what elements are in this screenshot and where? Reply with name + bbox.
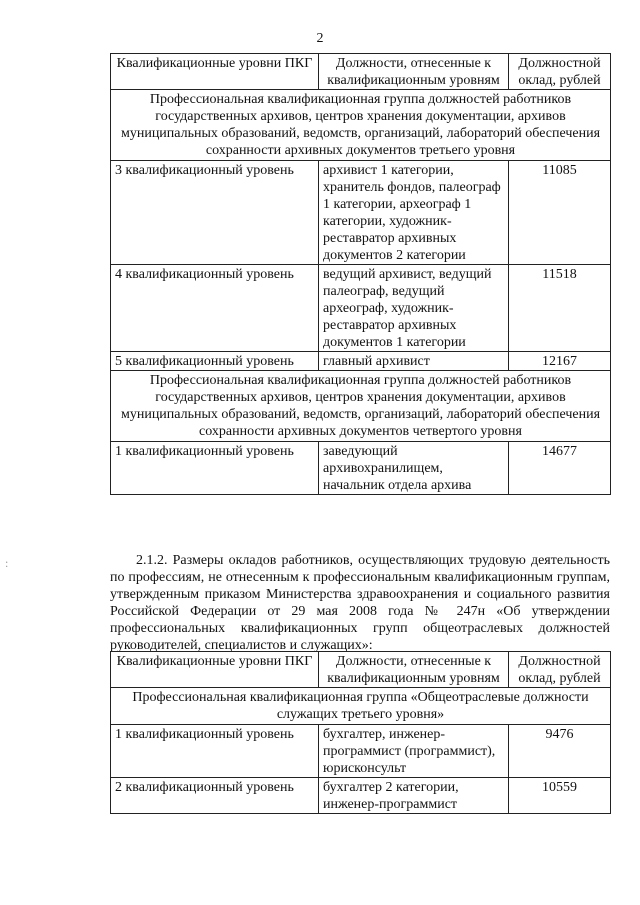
header-positions: Должности, отнесенные к квалификационным уровням	[319, 54, 509, 90]
group-row	[111, 688, 611, 725]
paragraph-2-1-2	[110, 552, 610, 654]
level-cell: 3 квалификационный уровень	[111, 161, 319, 265]
salary-cell: 9476	[509, 725, 611, 778]
header-salary: Должностной оклад, рублей	[509, 652, 611, 688]
salary-table-general	[110, 651, 611, 814]
group-title: Профессиональная квалификационная группа «Общеотраслевые должности служащих третьего уровня»	[111, 688, 611, 725]
group-row	[111, 90, 611, 161]
table-row	[111, 725, 611, 778]
page-number: 2	[316, 31, 324, 46]
positions-cell: ведущий архивист, ведущий палеограф, ведущий археограф, художник-реставратор архивных документов 1 категории	[319, 265, 509, 352]
level-cell: 4 квалификационный уровень	[111, 265, 319, 352]
positions-cell: главный архивист	[319, 352, 509, 371]
salary-cell: 14677	[509, 442, 611, 495]
level-cell: 2 квалификационный уровень	[111, 778, 319, 814]
group-title: Профессиональная квалификационная группа должностей работников государственных архивов, центров хранения документации, архивов муниципальных образований, ведомств, организаций, лабораторий обеспечения сохранности архивных документов четвертого уровня	[111, 371, 611, 442]
header-salary: Должностной оклад, рублей	[509, 54, 611, 90]
table-header-row	[111, 652, 611, 688]
header-levels: Квалификационные уровни ПКГ	[111, 652, 319, 688]
table-header-row	[111, 54, 611, 90]
group-title: Профессиональная квалификационная группа должностей работников государственных архивов, центров хранения документации, архивов муниципальных образований, ведомств, организаций, лабораторий обеспечения сохранности архивных документов третьего уровня	[111, 90, 611, 161]
salary-cell: 10559	[509, 778, 611, 814]
header-positions: Должности, отнесенные к квалификационным уровням	[319, 652, 509, 688]
table-row	[111, 161, 611, 265]
positions-cell: бухгалтер, инженер-программист (программист), юрисконсульт	[319, 725, 509, 778]
positions-cell: бухгалтер 2 категории, инженер-программист	[319, 778, 509, 814]
level-cell: 1 квалификационный уровень	[111, 725, 319, 778]
table-row	[111, 352, 611, 371]
table-row	[111, 778, 611, 814]
header-levels: Квалификационные уровни ПКГ	[111, 54, 319, 90]
positions-cell: архивист 1 категории, хранитель фондов, палеограф 1 категории, археограф 1 категории, художник-реставратор архивных документов 2 категории	[319, 161, 509, 265]
margin-mark: :	[5, 556, 9, 570]
paragraph-text: 2.1.2. Размеры окладов работников, осуществляющих трудовую деятельность по профессиям, не отнесенным к профессиональным квалификационным группам, утвержденным приказом Министерства здравоохранения и социального развития Российской Федерации от 29 мая 2008 года № 247н «Об утверждении профессиональных квалификационных групп общеотраслевых должностей руководителей, специалистов и служащих»:	[110, 553, 610, 653]
positions-cell: заведующий архивохранилищем, начальник отдела архива	[319, 442, 509, 495]
group-row	[111, 371, 611, 442]
level-cell: 5 квалификационный уровень	[111, 352, 319, 371]
salary-cell: 11085	[509, 161, 611, 265]
salary-cell: 12167	[509, 352, 611, 371]
table-row	[111, 442, 611, 495]
table-row	[111, 265, 611, 352]
level-cell: 1 квалификационный уровень	[111, 442, 319, 495]
salary-table-archives	[110, 53, 611, 495]
salary-cell: 11518	[509, 265, 611, 352]
